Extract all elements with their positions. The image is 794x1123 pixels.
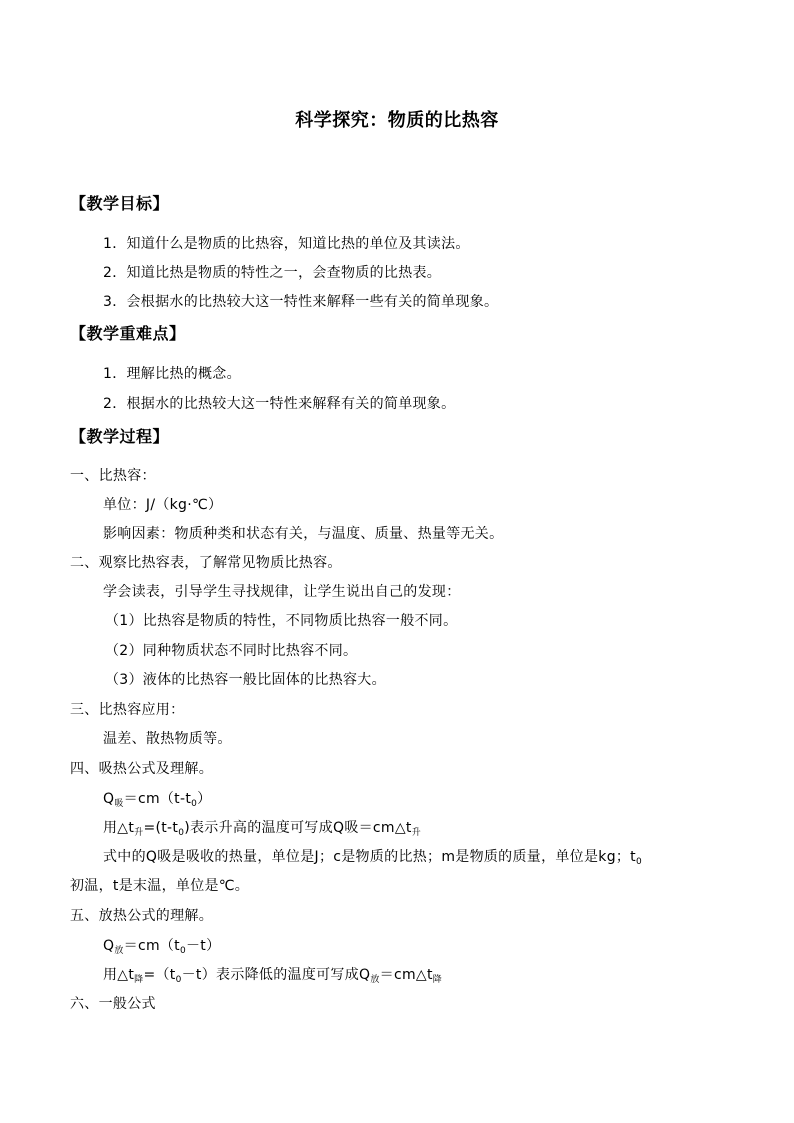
key-point-item-2: 2．根据水的比热较大这一特性来解释有关的简单现象。 bbox=[103, 396, 456, 412]
section-3-content: 温差、散热物质等。 bbox=[103, 731, 232, 747]
process-heading: 【教学过程】 bbox=[70, 427, 170, 446]
section-2-item-2: （2）同种物质状态不同时比热容不同。 bbox=[105, 643, 358, 659]
objective-item-2: 2．知道比热是物质的特性之一，会查物质的比热表。 bbox=[103, 265, 442, 281]
absorb-formula-explanation: 用$\triangle t_升=(t-t_0)$表示升高的温度可写成Q吸$=cm\triangle t_升$ bbox=[103, 820, 422, 838]
page-title: 科学探究：物质的比热容 bbox=[295, 110, 499, 131]
section-2-intro: 学会读表，引导学生寻找规律，让学生说出自己的发现： bbox=[103, 584, 461, 600]
objectives-heading: 【教学目标】 bbox=[70, 194, 170, 213]
objective-item-1: 1．知道什么是物质的比热容，知道比热的单位及其读法。 bbox=[103, 236, 470, 252]
absorb-formula-variables-cont: 初温，t是末温，单位是℃。 bbox=[70, 878, 250, 894]
absorb-formula-variables: 式中的Q吸是吸收的热量，单位是J；c是物质的比热；m是物质的质量，单位是kg；$t_0$ bbox=[103, 849, 642, 867]
section-4-title: 四、吸热公式及理解。 bbox=[70, 761, 213, 777]
section-2-title: 二、观察比热容表，了解常见物质比热容。 bbox=[70, 555, 342, 571]
key-points-heading: 【教学重难点】 bbox=[70, 324, 186, 343]
section-2-item-3: （3）液体的比热容一般比固体的比热容大。 bbox=[105, 672, 386, 688]
section-3-title: 三、比热容应用： bbox=[70, 702, 185, 718]
section-5-title: 五、放热公式的理解。 bbox=[70, 908, 213, 924]
objective-item-3: 3．会根据水的比热较大这一特性来解释一些有关的简单现象。 bbox=[103, 294, 499, 310]
release-formula-explanation: 用$\triangle t_降=(t_0-t)$表示降低的温度可写成$Q_放=cm\triangle t_降$ bbox=[103, 967, 443, 985]
section-1-title: 一、比热容： bbox=[70, 468, 156, 484]
section-2-item-1: （1）比热容是物质的特性，不同物质比热容一般不同。 bbox=[105, 613, 458, 629]
release-formula: $Q_放=cm(t_0-t)$ bbox=[103, 938, 221, 956]
section-6-title: 六、一般公式 bbox=[70, 996, 156, 1012]
key-point-item-1: 1．理解比热的概念。 bbox=[103, 366, 241, 382]
section-1-factors: 影响因素：物质种类和状态有关，与温度、质量、热量等无关。 bbox=[103, 526, 504, 542]
absorb-formula: $Q_吸=cm(t-t_0)$ bbox=[103, 791, 212, 809]
section-1-unit: 单位：J/（kg·℃） bbox=[103, 497, 223, 513]
